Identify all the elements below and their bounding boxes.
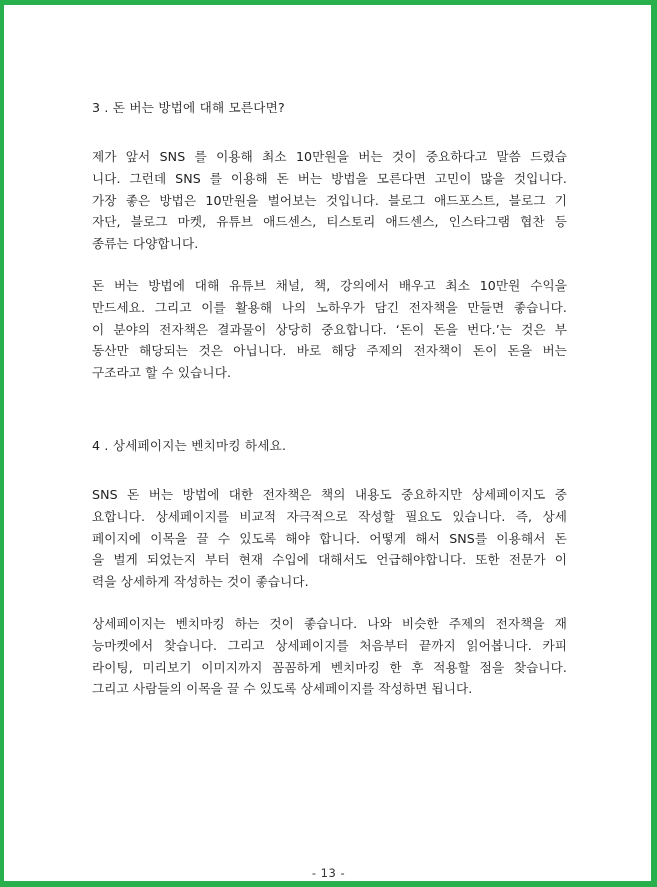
text-line: 라이팅, 미리보기 이미지까지 꼼꼼하게 벤치마킹 한 후 적용할 점을 찾습니다. <box>92 659 567 675</box>
paragraph <box>92 275 567 384</box>
section-heading: 3 . 돈 버는 방법에 대해 모른다면? <box>92 100 285 115</box>
text-line: 동산만 해당되는 것은 아닙니다. 바로 해당 주제의 전자책이 돈이 돈을 버는 <box>92 343 567 359</box>
text-line: 상세페이지는 벤치마킹 하는 것이 좋습니다. 나와 비슷한 주제의 전자책을 재 <box>92 615 567 631</box>
text-line: 가장 좋은 방법은 10만원을 벌어보는 것입니다. 블로그 애드포스트, 블로그 기 <box>92 192 567 208</box>
text-line: 종류는 다양합니다. <box>92 236 199 252</box>
text-line: 니다. 그런데 SNS 를 이용해 돈 버는 방법을 모른다면 고민이 많을 것입니다. <box>92 170 567 186</box>
text-line: 페이지에 이목을 끌 수 있도록 해야 합니다. 어떻게 해서 SNS를 이용해서 돈 <box>92 530 567 546</box>
text-line: 을 벌게 되었는지 부터 현재 수입에 대해서도 언급해야합니다. 또한 전문가 이 <box>92 552 567 568</box>
text-line: 그리고 사람들의 이목을 끌 수 있도록 상세페이지를 작성하면 됩니다. <box>92 681 473 697</box>
text-line: 자단, 블로그 마켓, 유튜브 애드센스, 티스토리 애드센스, 인스타그램 협찬 등 <box>92 214 567 230</box>
text-line: 돈 버는 방법에 대해 유튜브 채널, 책, 강의에서 배우고 최소 10만원 수익을 <box>92 277 567 293</box>
section-heading: 4 . 상세페이지는 벤치마킹 하세요. <box>92 437 287 453</box>
text-line: 구조라고 할 수 있습니다. <box>92 365 232 381</box>
section-3 <box>92 96 567 384</box>
text-line: 제가 앞서 SNS 를 이용해 최소 10만원을 버는 것이 중요하다고 말씀 드렸습 <box>92 149 567 164</box>
text-line: 이 분야의 전자책은 결과물이 상당히 중요합니다. ‘돈이 돈을 번다.’는 것은 부 <box>92 321 567 337</box>
text-line: 요합니다. 상세페이지를 비교적 자극적으로 작성할 필요도 있습니다. 즉, 상세 <box>92 508 567 524</box>
page-number: - 13 - <box>311 866 346 880</box>
document-body <box>92 96 567 700</box>
text-line: 만드세요. 그리고 이를 활용해 나의 노하우가 담긴 전자책을 만들면 좋습니다. <box>92 299 567 315</box>
paragraph <box>92 484 567 593</box>
text-line: SNS 돈 버는 방법에 대한 전자책은 책의 내용도 중요하지만 상세페이지도 중 <box>92 486 567 502</box>
section-4 <box>92 434 567 700</box>
text-line: 력을 상세하게 작성하는 것이 좋습니다. <box>92 574 309 590</box>
paragraph <box>92 146 567 255</box>
paragraph <box>92 613 567 700</box>
text-line: 능마켓에서 찾습니다. 그리고 상세페이지를 처음부터 끝까지 읽어봅니다. 카피 <box>92 637 567 653</box>
